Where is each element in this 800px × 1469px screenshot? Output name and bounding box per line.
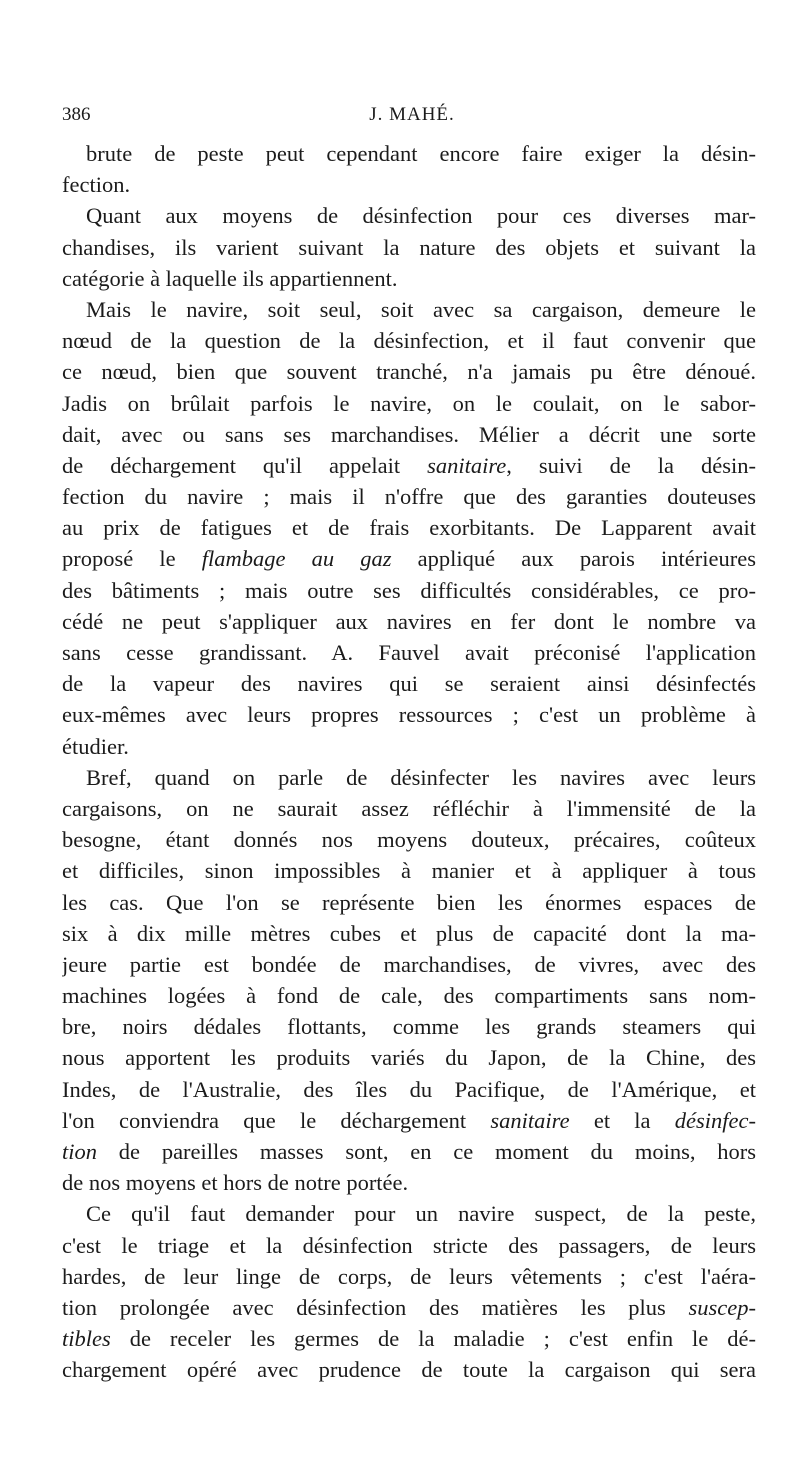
paragraph-first-line	[62, 200, 756, 231]
paragraph-first-line	[62, 762, 756, 793]
text-run: eux-mêmes avec leurs propres ressources ; c'est un problème à	[62, 702, 756, 728]
text-run: catégorie à laquelle ils appartiennent.	[62, 265, 398, 291]
text-run: dait, avec ou sans ses marchandises. Mélier a décrit une sorte	[62, 421, 756, 447]
italic-phrase: sanitaire	[490, 1107, 570, 1133]
paragraph-line	[62, 1105, 756, 1136]
paragraph-line	[62, 481, 756, 512]
paragraph-line	[62, 793, 756, 824]
paragraph-line	[62, 949, 756, 980]
paragraph-line	[62, 450, 756, 481]
text-run: de receler les germes de la maladie ; c'est enfin le dé-	[110, 1326, 756, 1352]
text-run: des bâtiments ; mais outre ses difficultés considérables, ce pro-	[62, 577, 756, 603]
text-run: Ce qu'il faut demander pour un navire suspect, de la peste,	[86, 1201, 756, 1227]
paragraph-line	[62, 1136, 756, 1167]
text-run: l'on conviendra que le déchargement	[62, 1107, 491, 1133]
paragraph-line	[62, 169, 756, 200]
paragraph-line	[62, 637, 756, 668]
running-head	[62, 104, 762, 134]
text-run: les cas. Que l'on se représente bien les énormes espaces de	[62, 889, 756, 915]
italic-phrase: sanitaire	[427, 452, 507, 478]
italic-phrase: désinfec-	[674, 1107, 756, 1133]
text-run: Quant aux moyens de désinfection pour ces diverses mar-	[86, 203, 756, 229]
paragraph-line	[62, 388, 756, 419]
paragraph-line	[62, 263, 756, 294]
paragraph-line	[62, 699, 756, 730]
paragraph-line	[62, 1042, 756, 1073]
paragraph-line	[62, 606, 756, 637]
text-run: fection du navire ; mais il n'offre que des garanties douteuses	[62, 484, 756, 510]
text-run: et la	[569, 1107, 675, 1133]
paragraph-line	[62, 575, 756, 606]
italic-phrase: tion	[62, 1139, 98, 1164]
paragraph-first-line	[62, 294, 756, 325]
text-run: proposé le	[62, 546, 202, 572]
paragraph-line	[62, 1011, 756, 1042]
text-run: Mais le navire, soit seul, soit avec sa cargaison, demeure le	[86, 296, 756, 322]
paragraph-line	[62, 731, 756, 762]
text-run: au prix de fatigues et de frais exorbitants. De Lapparent avait	[62, 515, 756, 541]
paragraph-line	[62, 232, 756, 263]
text-run: jeure partie est bondée de marchandises, de vivres, avec des	[62, 951, 756, 977]
paragraph-line	[62, 1167, 756, 1198]
paragraph-first-line	[62, 1198, 756, 1229]
paragraph-line	[62, 419, 756, 450]
text-run: de nos moyens et hors de notre portée.	[62, 1170, 409, 1196]
paragraph-line	[62, 980, 756, 1011]
paragraph-line	[62, 1354, 756, 1385]
text-run: hardes, de leur linge de corps, de leurs vêtements ; c'est l'aéra-	[62, 1263, 756, 1289]
text-run: , suivi de la désin-	[506, 452, 756, 478]
text-run: brute de peste peut cependant encore faire exiger la désin-	[86, 141, 756, 166]
paragraph-line	[62, 512, 756, 543]
text-run: chandises, ils varient suivant la nature des objets et suivant la	[62, 234, 756, 260]
text-run: de déchargement qu'il appelait	[62, 452, 428, 478]
paragraph-line	[62, 824, 756, 855]
paragraph-line	[62, 543, 756, 574]
text-run: Indes, de l'Australie, des îles du Pacifique, de l'Amérique, et	[62, 1076, 756, 1102]
text-run: bre, noirs dédales flottants, comme les grands steamers qui	[62, 1014, 756, 1040]
italic-phrase: tibles	[62, 1326, 111, 1352]
paragraph-line	[62, 1323, 756, 1354]
text-run: cédé ne peut s'appliquer aux navires en fer dont le nombre va	[62, 608, 756, 634]
text-run: six à dix mille mètres cubes et plus de capacité dont la ma-	[62, 920, 756, 946]
page-number: 386	[62, 104, 91, 125]
text-run: et difficiles, sinon impossibles à manier et à appliquer à tous	[62, 858, 756, 884]
text-run: nœud de la question de la désinfection, et il faut convenir que	[62, 328, 756, 354]
paragraph-line	[62, 325, 756, 356]
italic-phrase: flambage au gaz	[201, 546, 392, 572]
text-run: tion prolongée avec désinfection des matières les plus	[62, 1294, 689, 1320]
running-title: J. MAHÉ.	[369, 104, 455, 125]
text-run: Bref, quand on parle de désinfecter les navires avec leurs	[86, 764, 756, 790]
text-run: de la vapeur des navires qui se seraient ainsi désinfectés	[62, 671, 756, 697]
body-text	[62, 138, 756, 1386]
paragraph-line	[62, 1074, 756, 1105]
text-run: cargaisons, on ne saurait assez réfléchir à l'immensité de la	[62, 795, 756, 821]
text-run: étudier.	[62, 733, 129, 759]
text-run: machines logées à fond de cale, des compartiments sans nom-	[62, 983, 756, 1009]
paragraph-first-line	[62, 138, 756, 169]
paragraph-line	[62, 855, 756, 886]
text-run: Jadis on brûlait parfois le navire, on le coulait, on le sabor-	[62, 390, 756, 416]
text-run: de pareilles masses sont, en ce moment du moins, hors	[97, 1139, 756, 1164]
text-run: fection.	[62, 172, 131, 198]
text-run: besogne, étant donnés nos moyens douteux, précaires, coûteux	[62, 827, 756, 853]
paragraph-line	[62, 668, 756, 699]
text-run: chargement opéré avec prudence de toute la cargaison qui sera	[62, 1357, 756, 1383]
text-run: sans cesse grandissant. A. Fauvel avait préconisé l'application	[62, 640, 756, 665]
paragraph-line	[62, 1261, 756, 1292]
paragraph-line	[62, 1230, 756, 1261]
paragraph-line	[62, 1292, 756, 1323]
text-run: nous apportent les produits variés du Japon, de la Chine, des	[62, 1045, 756, 1071]
text-run: c'est le triage et la désinfection stricte des passagers, de leurs	[62, 1232, 756, 1258]
italic-phrase: suscep-	[688, 1294, 756, 1320]
text-run: appliqué aux parois intérieures	[391, 546, 756, 572]
text-run: ce nœud, bien que souvent tranché, n'a jamais pu être dénoué.	[62, 359, 756, 385]
paragraph-line	[62, 887, 756, 918]
paragraph-line	[62, 356, 756, 387]
paragraph-line	[62, 918, 756, 949]
